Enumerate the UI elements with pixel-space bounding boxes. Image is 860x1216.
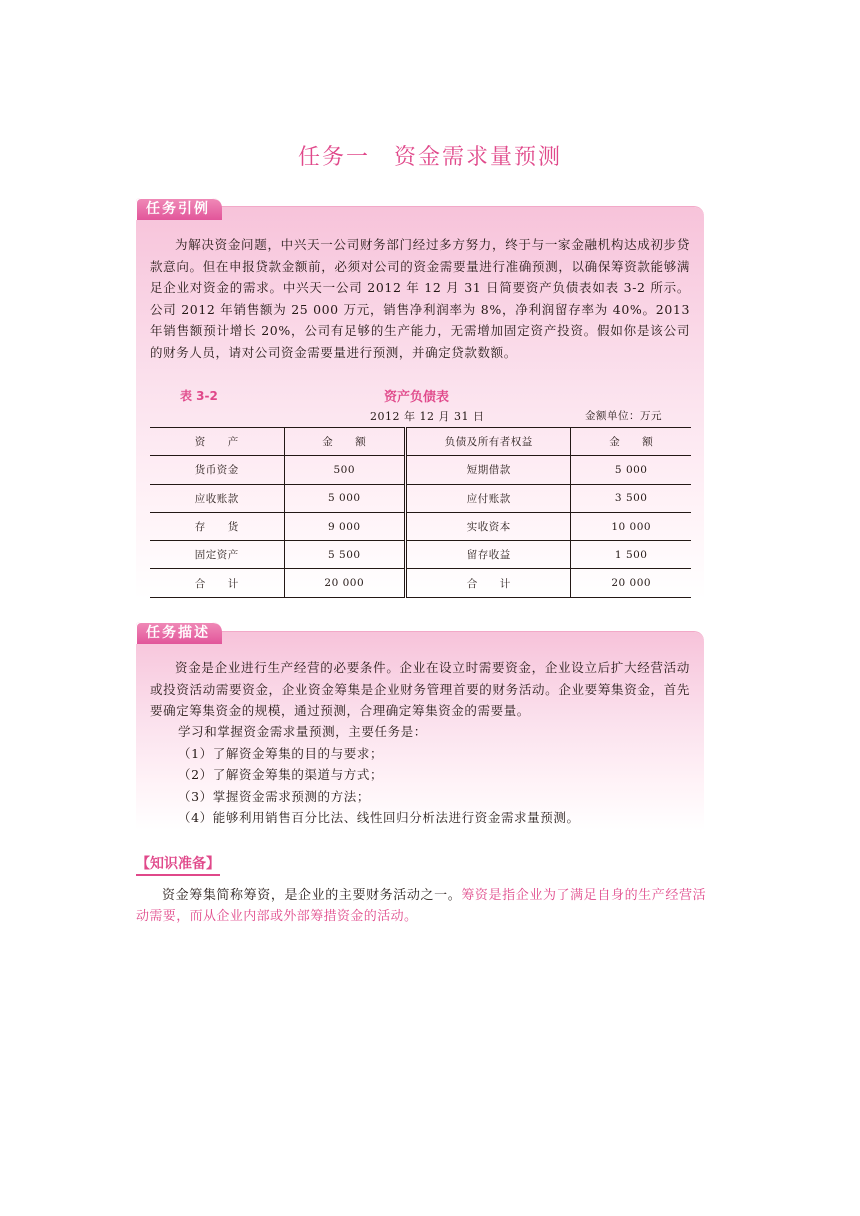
table-cell: 货币资金 [150, 456, 284, 484]
table-cell: 1 500 [614, 548, 648, 561]
list-item: （4）能够利用销售百分比法、线性回归分析法进行资金需求量预测。 [178, 810, 580, 826]
task-example-paragraph: 为解决资金问题，中兴天一公司财务部门经过多方努力，终于与一家金融机构达成初步贷款意向。但在申报贷款金额前，必须对公司的资金需要量进行准确预测，以确保筹资款能够满足企业对资金的需求。中兴天一公司 2012 年 12 月 31 日简要资产负债表如表 3-2 所示。公司 2012 年销售额为 25 000 万元，销售净利润率为 8%，净利润留存率为 40%。2013 年销售额预计增长 20%，公司有足够的生产能力，无需增加固定资产投资。假如你是该公司的财务人员，请对公司资金需要量进行预测，并确定贷款数额。 [150, 237, 690, 360]
list-item: （1）了解资金筹集的目的与要求； [178, 745, 384, 761]
table-cell: 短期借款 [406, 456, 571, 484]
list-item: 学习和掌握资金需求量预测，主要任务是： [178, 724, 427, 739]
column-header: 金 额 [609, 436, 654, 449]
task-description-tab: 任务描述 [136, 622, 222, 644]
table-unit: 金额单位：万元 [585, 410, 662, 422]
table-cell: 5 500 [284, 541, 406, 569]
list-item: （2）了解资金筹集的渠道与方式； [178, 767, 384, 783]
table-cell: 合 计 [150, 569, 284, 597]
table-cell: 5 000 [614, 463, 648, 476]
table-cell: 固定资产 [150, 541, 284, 569]
task-description-paragraph: 资金是企业进行生产经营的必要条件。企业在设立时需要资金，企业设立后扩大经营活动或投资活动需要资金，企业资金筹集是企业财务管理首要的财务活动。企业要筹集资金，首先要确定筹集资金的规模，通过预测，合理确定筹集资金的需要量。 [150, 660, 690, 719]
table-row [150, 512, 691, 540]
column-header: 金 额 [284, 428, 406, 456]
table-cell: 10 000 [611, 520, 652, 533]
table-row [150, 484, 691, 512]
knowledge-highlight: 筹资是指企业为了满足自身的生产经营活动需要，而从企业内部或外部筹措资金的活动。 [136, 888, 706, 924]
table-header-row [150, 428, 691, 456]
balance-sheet-table [150, 427, 691, 598]
table-cell: 5 000 [284, 484, 406, 512]
page-title-topic: 资金需求量预测 [394, 145, 563, 170]
table-date: 2012 年 12 月 31 日 [370, 410, 485, 423]
column-header: 负债及所有者权益 [406, 428, 571, 456]
table-cell: 3 500 [614, 492, 648, 505]
table-title: 资产负债表 [384, 390, 450, 405]
list-item: （3）掌握资金需求预测的方法； [178, 788, 370, 804]
table-total-row [150, 569, 691, 597]
table-number: 表 3-2 [180, 389, 218, 403]
table-cell: 20 000 [611, 577, 652, 590]
table-cell: 存 货 [150, 512, 284, 540]
page-title [0, 140, 860, 171]
table-cell: 实收资本 [406, 512, 571, 540]
task-example-tab: 任务引例 [136, 198, 222, 220]
table-row [150, 541, 691, 569]
table-cell: 合 计 [406, 569, 571, 597]
table-row [150, 456, 691, 484]
table-cell: 应收账款 [150, 484, 284, 512]
table-cell: 500 [284, 456, 406, 484]
page-title-task: 任务一 [297, 145, 370, 170]
task-list [178, 721, 580, 829]
knowledge-paragraph [136, 885, 706, 927]
table-cell: 9 000 [284, 512, 406, 540]
knowledge-text: 资金筹集简称筹资，是企业的主要财务活动之一。 [162, 888, 462, 903]
knowledge-heading: 【知识准备】 [136, 853, 220, 876]
table-cell: 应付账款 [406, 484, 571, 512]
table-cell: 20 000 [284, 569, 406, 597]
column-header: 资 产 [150, 428, 284, 456]
table-cell: 留存收益 [406, 541, 571, 569]
